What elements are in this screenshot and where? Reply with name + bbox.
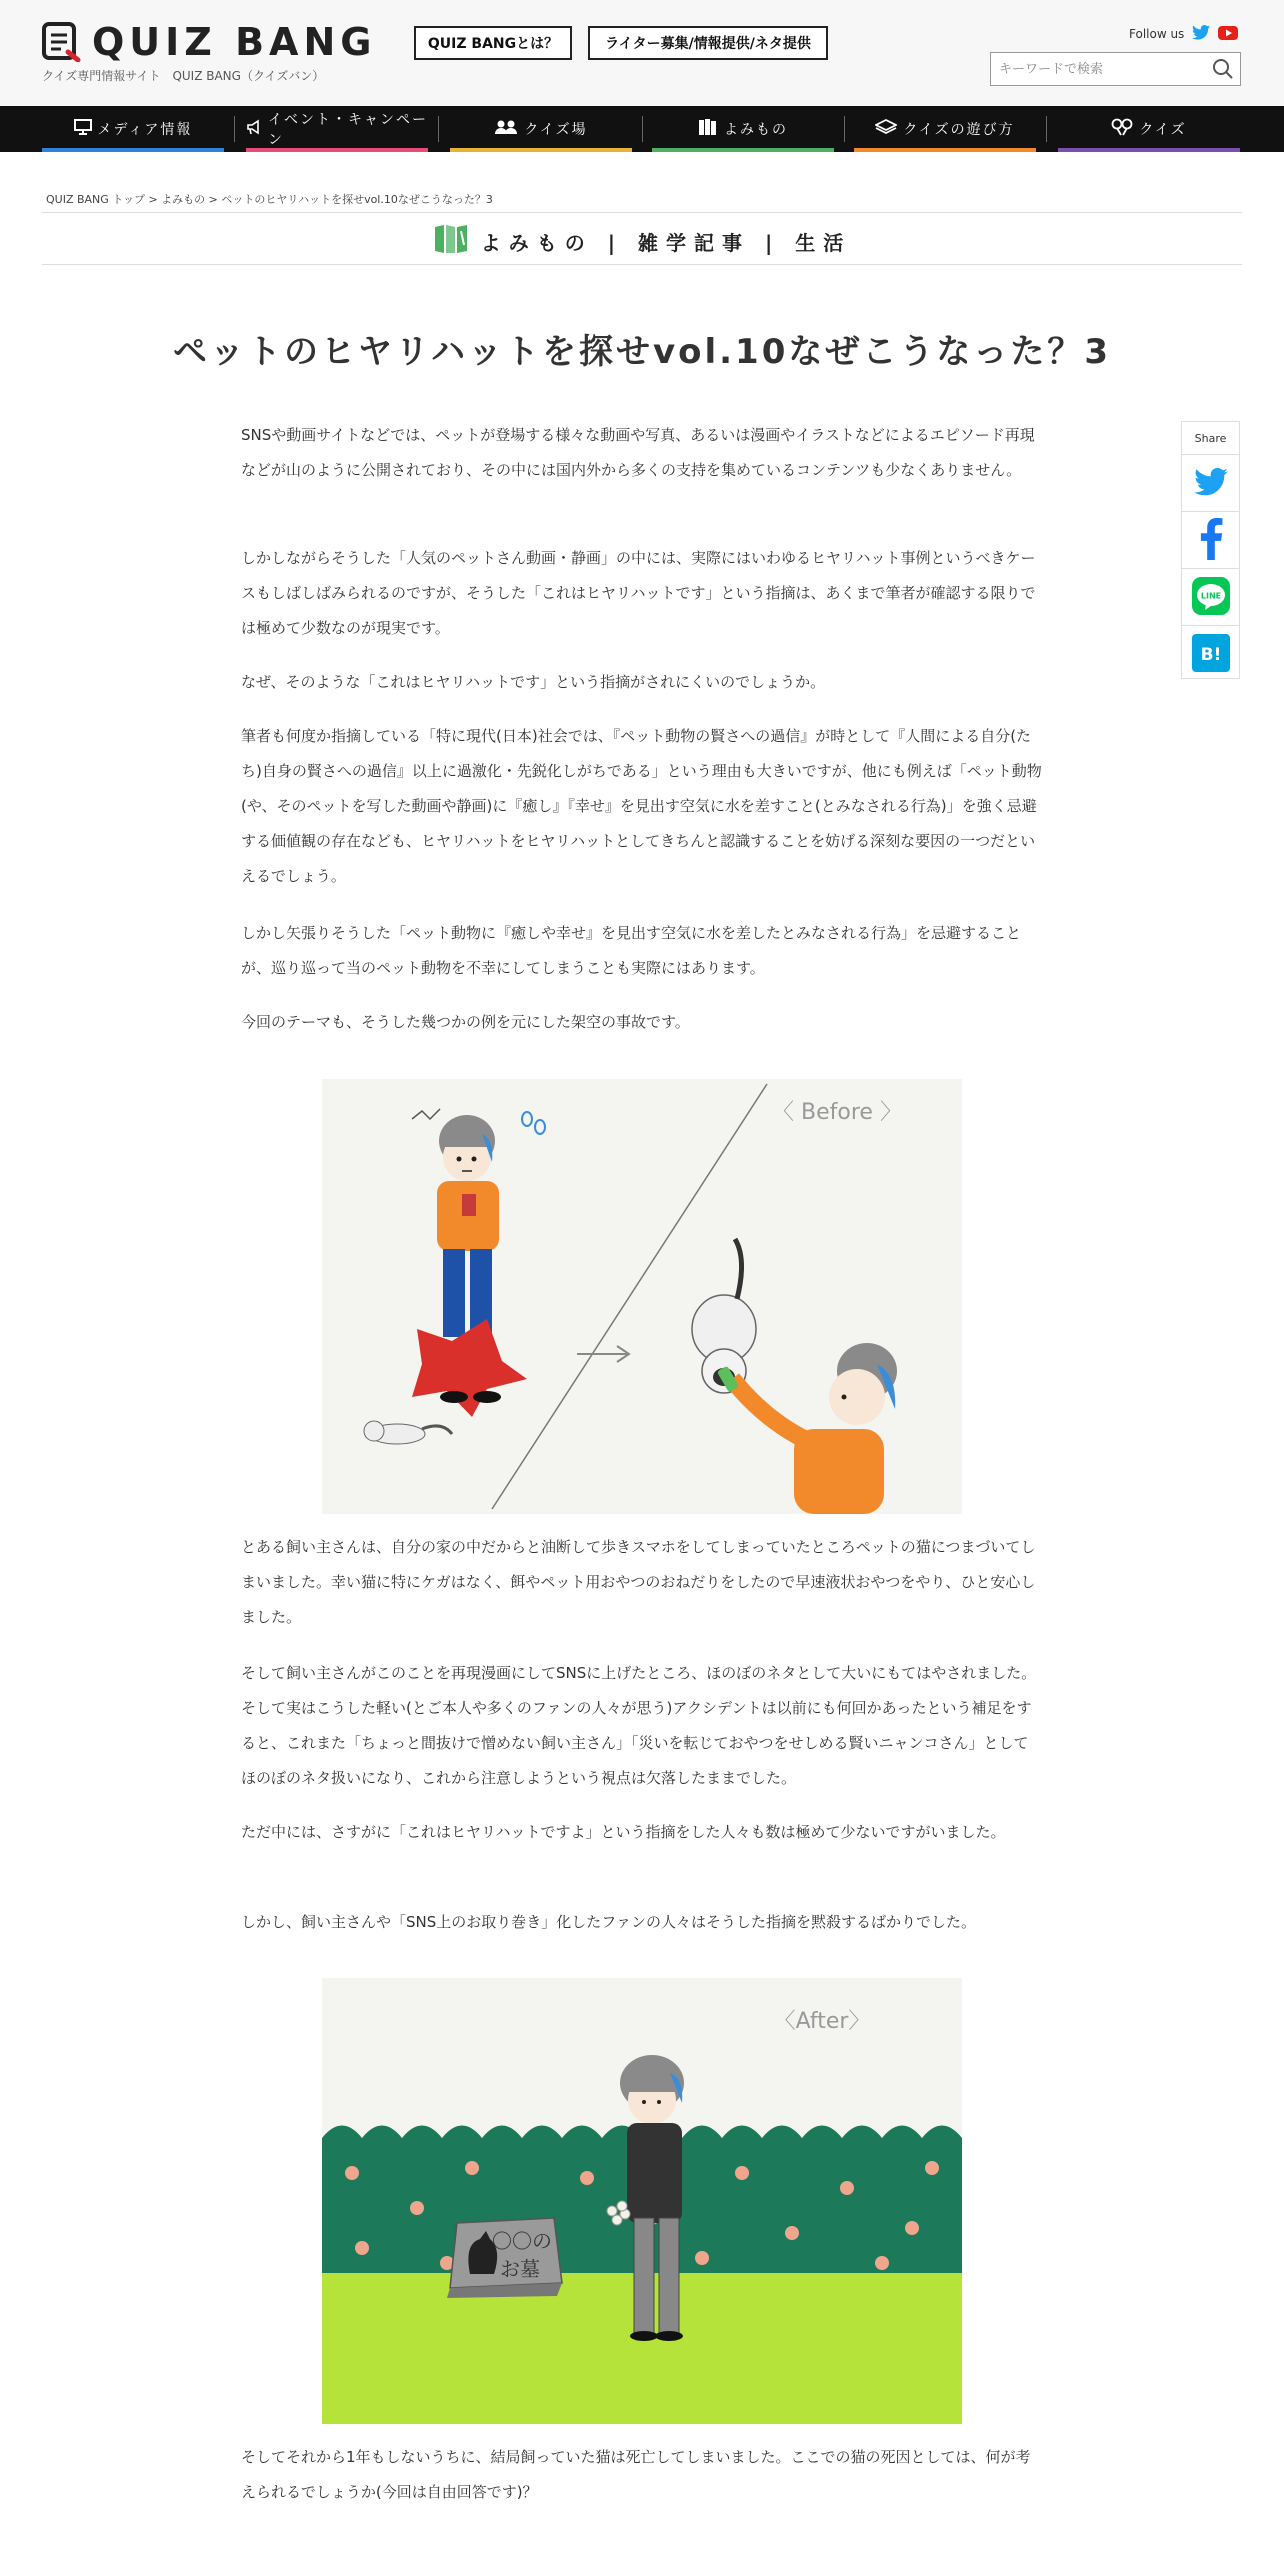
writer-recruit-button[interactable]: ライター募集/情報提供/ネタ提供 xyxy=(588,26,828,60)
quiz-logo-icon xyxy=(42,22,82,62)
quiz-icon xyxy=(1111,118,1133,140)
share-panel xyxy=(1181,421,1240,679)
nav-item-quiz[interactable] xyxy=(1058,106,1240,152)
follow-label: Follow us xyxy=(1129,27,1185,41)
game-icon xyxy=(875,119,897,139)
svg-text:〈After〉: 〈After〉 xyxy=(773,2009,871,2034)
article-paragraph: 筆者も何度か指摘している「特に現代(日本)社会では、『ペット動物の賢さへの過信』が時として『人間による自分(たち)自身の賢さへの過信』以上に過激化・先鋭化しがちである」という理由も大きいですが、他にも例えば「ペット動物(や、そのペットを写した動画や静画)に『癒し』『幸せ』を見出す空気に水を差すこと(とみなされる行為)」を強く忌避する価値観の存在なども、ヒヤリハットをヒヤリハットとしてきちんと認識することを妨げる深刻な要因の一つだといえるでしょう。 xyxy=(241,727,1042,885)
site-logo[interactable] xyxy=(42,22,376,62)
nav-color-bar xyxy=(42,148,224,152)
nav-color-bar xyxy=(450,148,632,152)
site-tagline: クイズ専門情報サイト QUIZ BANG（クイズバン） xyxy=(42,69,325,83)
nav-item-media[interactable] xyxy=(42,106,224,152)
nav-label: イベント・キャンペーン xyxy=(268,112,428,148)
article-paragraph: しかし矢張りそうした「ペット動物に『癒しや幸せ』を見出す空気に水を差したとみなされる行為」を忌避することが、巡り巡って当のペット動物を不幸にしてしまうことも実際にはあります。 xyxy=(241,924,1022,977)
nav-color-bar xyxy=(1058,148,1240,152)
line-icon xyxy=(1192,577,1230,619)
book-icon xyxy=(698,118,718,140)
nav-color-bar xyxy=(652,148,834,152)
nav-item-howto[interactable] xyxy=(854,106,1036,152)
svg-text:〇〇の: 〇〇の xyxy=(492,2229,552,2253)
line-share-button[interactable] xyxy=(1182,570,1239,626)
category-heading xyxy=(0,224,1284,258)
nav-label: メディア情報 xyxy=(97,122,193,138)
article-paragraph: とある飼い主さんは、自分の家の中だからと油断して歩きスマホをしてしまっていたところペットの猫につまづいてしまいました。幸い猫に特にケガはなく、餌やペット用おやつのおねだりをしたので早速液状おやつをやり、ひと安心しました。 xyxy=(241,1538,1036,1626)
category-text: よみもの | 雑学記事 | 生活 xyxy=(480,230,852,255)
nav-divider xyxy=(1046,116,1047,142)
about-button[interactable]: QUIZ BANGとは？ xyxy=(414,26,572,60)
share-label: Share xyxy=(1182,422,1239,455)
logo-text: QUIZ BANG xyxy=(92,20,377,64)
twitter-follow-icon[interactable] xyxy=(1192,25,1210,43)
follow-us xyxy=(1129,25,1238,43)
twitter-icon xyxy=(1194,468,1228,500)
divider xyxy=(42,264,1242,265)
article-paragraph: SNSや動画サイトなどでは、ペットが登場する様々な動画や写真、あるいは漫画やイラストなどによるエピソード再現などが山のように公開されており、その中には国内外から多くの支持を集めているコンテンツも少なくありません。 xyxy=(241,426,1035,479)
illustration-before xyxy=(322,1079,962,1514)
nav-label: クイズ xyxy=(1139,122,1187,138)
hatena-share-button[interactable] xyxy=(1182,627,1239,683)
nav-item-quizba[interactable] xyxy=(450,106,632,152)
article-paragraph: しかし、飼い主さんや「SNS上のお取り巻き」化したファンの人々はそうした指摘を黙殺するばかりでした。 xyxy=(241,1913,976,1931)
article-paragraph: なぜ、そのような「これはヒヤリハットです」という指摘がされにくいのでしょうか。 xyxy=(241,673,826,691)
search-icon[interactable] xyxy=(1212,58,1234,84)
breadcrumb[interactable]: QUIZ BANG トップ > よみもの > ペットのヒヤリハットを探せvol.10なぜこうなった？3 xyxy=(46,193,493,206)
article-paragraph: そして飼い主さんがこのことを再現漫画にしてSNSに上げたところ、ほのぼのネタとして大いにもてはやされました。そして実はこうした軽い(とご本人や多くのファンの人々が思う)アクシデントは以前にも何回かあったという補足をすると、これまた「ちょっと間抜けで憎めない飼い主さん」「災いを転じておやつをせしめる賢いニャンコさん」としてほのぼのネタ扱いになり、これから注意しようという視点は欠落したままでした。 xyxy=(241,1664,1037,1787)
nav-divider xyxy=(234,116,235,142)
global-nav xyxy=(0,106,1284,152)
search-box xyxy=(990,52,1241,86)
svg-text:〈 Before 〉: 〈 Before 〉 xyxy=(772,1100,902,1125)
article-paragraph: そしてそれから1年もしないうちに、結局飼っていた猫は死亡してしまいました。ここでの猫の死因としては、何が考えられるでしょうか(今回は自由回答です)？ xyxy=(241,2448,1031,2501)
facebook-icon xyxy=(1199,518,1223,564)
nav-divider xyxy=(438,116,439,142)
svg-text:お墓: お墓 xyxy=(500,2257,540,2281)
article-paragraph: ただ中には、さすがに「これはヒヤリハットですよ」という指摘をした人々も数は極めて少ないですがいました。 xyxy=(241,1823,1006,1841)
illustration-after xyxy=(322,1978,962,2424)
nav-label: よみもの xyxy=(724,122,788,138)
nav-item-yomimono[interactable] xyxy=(652,106,834,152)
twitter-share-button[interactable] xyxy=(1182,456,1239,512)
nav-divider xyxy=(844,116,845,142)
nav-color-bar xyxy=(854,148,1036,152)
nav-divider xyxy=(642,116,643,142)
youtube-follow-icon[interactable] xyxy=(1218,26,1238,43)
facebook-share-button[interactable] xyxy=(1182,513,1239,569)
article-paragraph: 今回のテーマも、そうした幾つかの例を元にした架空の事故です。 xyxy=(241,1013,690,1031)
people-icon xyxy=(494,119,518,139)
nav-label: クイズ場 xyxy=(524,122,588,138)
article-paragraph: しかしながらそうした「人気のペットさん動画・静画」の中には、実際にはいわゆるヒヤリハット事例というべきケースもしばしばみられるのですが、そうした「これはヒヤリハットです」という指摘は、あくまで筆者が確認する限りでは極めて少数なのが現実です。 xyxy=(241,549,1036,637)
nav-color-bar xyxy=(246,148,428,152)
hatena-icon xyxy=(1192,634,1230,676)
search-input[interactable] xyxy=(999,59,1199,79)
site-header xyxy=(0,0,1284,106)
divider xyxy=(42,212,1242,213)
megaphone-icon xyxy=(246,119,262,139)
article-title: ペットのヒヤリハットを探せvol.10なぜこうなった？3 xyxy=(172,332,1112,372)
book-icon xyxy=(433,223,469,259)
svg-text:B!: B! xyxy=(1200,645,1221,665)
monitor-icon xyxy=(74,119,92,139)
nav-item-event[interactable] xyxy=(246,106,428,152)
nav-label: クイズの遊び方 xyxy=(903,122,1015,138)
svg-text:LINE: LINE xyxy=(1200,591,1221,600)
